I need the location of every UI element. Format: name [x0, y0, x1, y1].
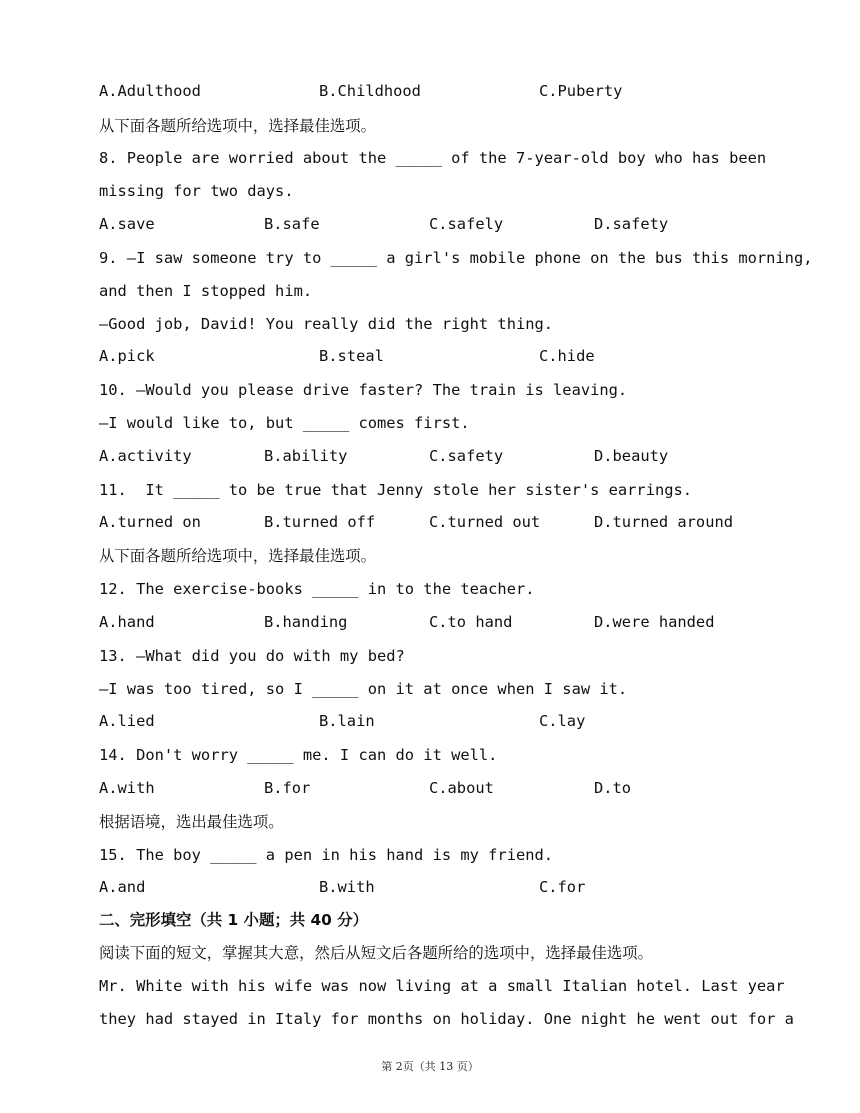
q13-option-a: A.lied	[99, 712, 155, 730]
q8-options	[99, 214, 799, 234]
q11-option-a: A.turned on	[99, 513, 201, 531]
q13-options	[99, 711, 799, 731]
q12-option-d: D.were handed	[594, 613, 715, 631]
q10-line2: —I would like to, but _____ comes first.	[99, 414, 470, 432]
q13-option-b: B.lain	[319, 712, 375, 730]
q8-option-d: D.safety	[594, 215, 669, 233]
q8-line2: missing for two days.	[99, 182, 294, 200]
q8-line1: 8. People are worried about the _____ of the 7-year-old boy who has been	[99, 149, 767, 167]
q11-option-c: C.turned out	[429, 513, 541, 531]
q15-options	[99, 877, 799, 897]
q11-line1: 11. It _____ to be true that Jenny stole her sister's earrings.	[99, 481, 693, 499]
q12-option-c: C.to hand	[429, 613, 513, 631]
q11-option-b: B.turned off	[264, 513, 376, 531]
q14-options	[99, 778, 799, 798]
q12-line1: 12. The exercise-books _____ in to the teacher.	[99, 580, 535, 598]
q12-options	[99, 612, 799, 632]
q9-option-b: B.steal	[319, 347, 384, 365]
q9-line3: —Good job, David! You really did the right thing.	[99, 315, 554, 333]
section-2-title: 二、完形填空（共 1 小题；共 40 分）	[99, 911, 369, 929]
q10-line1: 10. —Would you please drive faster? The train is leaving.	[99, 381, 628, 399]
q14-option-a: A.with	[99, 779, 155, 797]
q14-line1: 14. Don't worry _____ me. I can do it well.	[99, 746, 498, 764]
q13-line1: 13. —What did you do with my bed?	[99, 647, 405, 665]
q15-line1: 15. The boy _____ a pen in his hand is my friend.	[99, 846, 554, 864]
section-2-instruction: 阅读下面的短文，掌握其大意，然后从短文后各题所给的选项中，选择最佳选项。	[99, 944, 654, 962]
instruction-2: 从下面各题所给选项中，选择最佳选项。	[99, 547, 377, 565]
q7-options	[99, 81, 799, 101]
q7-option-c: C.Puberty	[539, 82, 623, 100]
q10-options	[99, 446, 799, 466]
q11-option-d: D.turned around	[594, 513, 733, 531]
passage-line2: they had stayed in Italy for months on holiday. One night he went out for a	[99, 1010, 794, 1028]
q12-option-b: B.handing	[264, 613, 348, 631]
instruction-3: 根据语境，选出最佳选项。	[99, 813, 284, 831]
q15-option-c: C.for	[539, 878, 586, 896]
q9-line1: 9. —I saw someone try to _____ a girl's mobile phone on the bus this morning,	[99, 249, 813, 267]
q8-option-b: B.safe	[264, 215, 320, 233]
q12-option-a: A.hand	[99, 613, 155, 631]
q14-option-d: D.to	[594, 779, 632, 797]
q9-option-a: A.pick	[99, 347, 155, 365]
q9-options	[99, 346, 799, 366]
q13-line2: —I was too tired, so I _____ on it at once when I saw it.	[99, 680, 628, 698]
page-footer: 第 2页（共 13 页）	[381, 1060, 479, 1073]
q11-options	[99, 512, 799, 532]
q8-option-c: C.safely	[429, 215, 504, 233]
q10-option-b: B.ability	[264, 447, 348, 465]
q7-option-b: B.Childhood	[319, 82, 421, 100]
q10-option-c: C.safety	[429, 447, 504, 465]
q10-option-d: D.beauty	[594, 447, 669, 465]
instruction-1: 从下面各题所给选项中，选择最佳选项。	[99, 117, 377, 135]
q9-option-c: C.hide	[539, 347, 595, 365]
q7-option-a: A.Adulthood	[99, 82, 201, 100]
q15-option-a: A.and	[99, 878, 146, 896]
passage-line1: Mr. White with his wife was now living at a small Italian hotel. Last year	[99, 977, 785, 995]
q13-option-c: C.lay	[539, 712, 586, 730]
q10-option-a: A.activity	[99, 447, 192, 465]
q9-line2: and then I stopped him.	[99, 282, 313, 300]
q14-option-b: B.for	[264, 779, 311, 797]
q15-option-b: B.with	[319, 878, 375, 896]
q14-option-c: C.about	[429, 779, 494, 797]
q8-option-a: A.save	[99, 215, 155, 233]
